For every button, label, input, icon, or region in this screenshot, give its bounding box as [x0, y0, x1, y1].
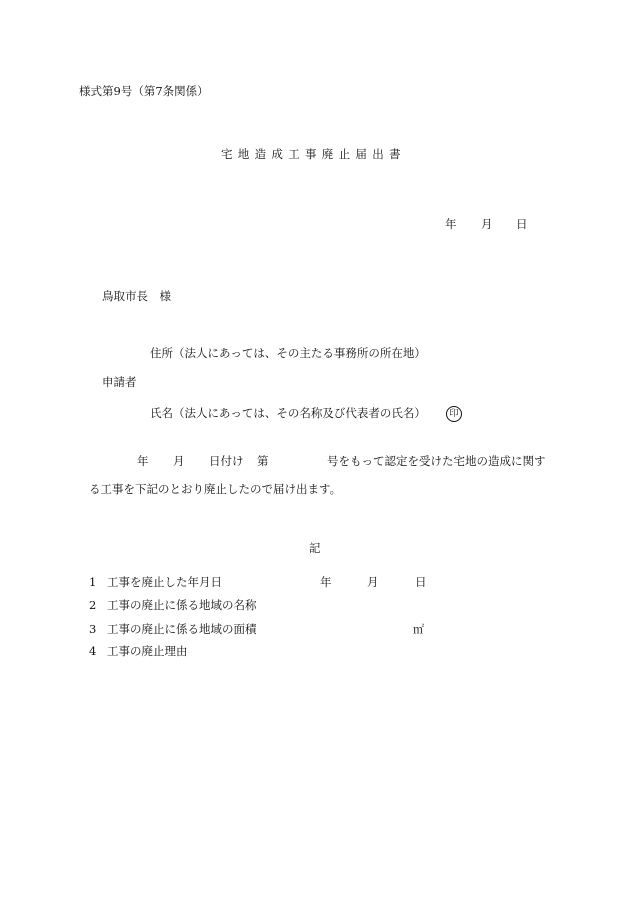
- item-3-label: 工事の廃止に係る地域の面積: [107, 622, 257, 636]
- ki-heading: 記: [309, 541, 321, 555]
- seal-mark: 印: [446, 406, 462, 422]
- date-year: 年: [445, 217, 457, 231]
- body-day-suffix: 日付け: [209, 454, 244, 468]
- item-2-number: 2: [89, 598, 97, 612]
- date-day: 日: [516, 217, 528, 231]
- item-3-unit: ㎡: [413, 623, 424, 636]
- addressee: 鳥取市長 様: [102, 289, 171, 303]
- body-line2: る工事を下記のとおり廃止したので届け出ます。: [89, 482, 342, 496]
- name-label: [150, 406, 462, 422]
- document-title: 宅地造成工事廃止届出書: [221, 147, 406, 161]
- item-3-number: 3: [89, 622, 97, 636]
- item-1-label: 工事を廃止した年月日: [107, 575, 222, 589]
- item-1-year: 年: [320, 575, 332, 589]
- body-dai: 第: [257, 454, 269, 468]
- form-number: 様式第9号（第7条関係）: [79, 84, 209, 98]
- item-1-day: 日: [415, 575, 427, 589]
- body-month: 月: [173, 454, 185, 468]
- date-month: 月: [481, 217, 493, 231]
- body-rest-line1: 号をもって認定を受けた宅地の造成に関す: [327, 454, 546, 468]
- item-1-number: 1: [89, 575, 97, 589]
- applicant-label: 申請者: [102, 375, 137, 389]
- address-label: 住所（法人にあっては、その主たる事務所の所在地）: [150, 346, 426, 360]
- body-year: 年: [137, 454, 149, 468]
- item-1-month: 月: [367, 575, 379, 589]
- item-4-label: 工事の廃止理由: [107, 644, 188, 658]
- item-4-number: 4: [89, 644, 97, 658]
- name-label-text: 氏名（法人にあっては、その名称及び代表者の氏名）: [150, 406, 426, 420]
- item-2-label: 工事の廃止に係る地域の名称: [107, 598, 257, 612]
